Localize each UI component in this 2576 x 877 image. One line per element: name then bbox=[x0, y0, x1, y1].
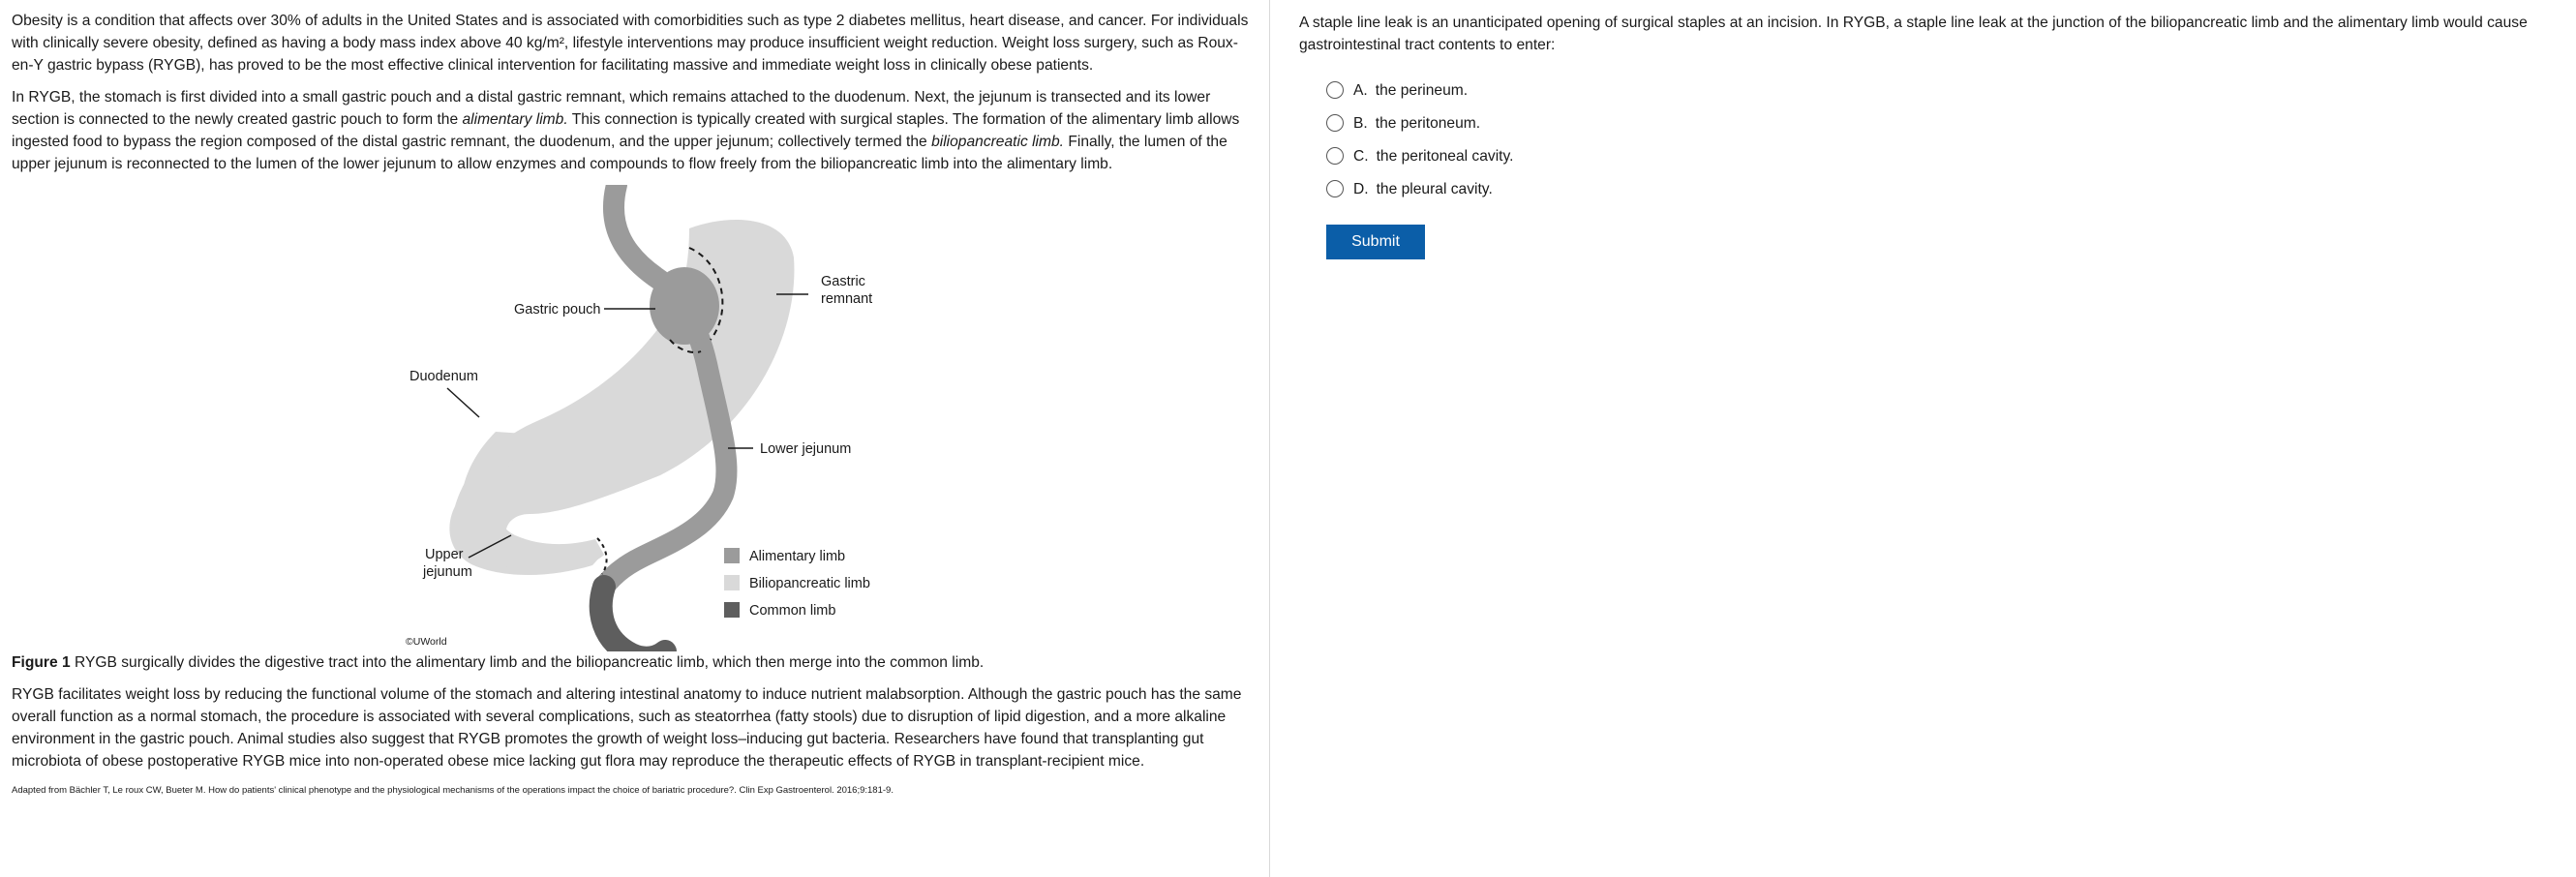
answer-choice-c[interactable] bbox=[1326, 139, 2557, 172]
figure-1 bbox=[12, 185, 1076, 651]
legend-label-alimentary: Alimentary limb bbox=[749, 549, 846, 564]
gastric-pouch-shape bbox=[650, 267, 719, 345]
common-limb-shape bbox=[601, 587, 665, 651]
passage-pane bbox=[0, 0, 1270, 877]
legend-swatch-common bbox=[724, 602, 740, 618]
legend-swatch-biliopancreatic bbox=[724, 575, 740, 590]
choice-text-b: the peritoneum. bbox=[1375, 114, 1481, 132]
radio-button-c[interactable] bbox=[1326, 147, 1344, 165]
figure-caption-label: Figure 1 bbox=[12, 654, 71, 671]
question-stem: A staple line leak is an unanticipated opening of surgical staples at an incision. In RYGB, a staple line leak at the junction of the biliopancreatic limb and the alimentary limb would cause gastrointestinal tract contents to enter: bbox=[1299, 15, 2528, 53]
choice-text-a: the perineum. bbox=[1375, 81, 1469, 99]
figure-caption bbox=[12, 651, 1254, 674]
label-gastric-pouch: Gastric pouch bbox=[514, 302, 601, 318]
question-pane bbox=[1270, 0, 2576, 877]
passage-text: Finally, the lumen of the upper jejunum is reconnected to the lumen of the lower jejunum to allow enzymes and compounds to flow freely from the biliopancreatic limb into the alimentary limb. bbox=[12, 134, 1227, 172]
gastric-remnant-shape bbox=[449, 220, 794, 575]
submit-button[interactable]: Submit bbox=[1326, 225, 1425, 259]
passage-text: This connection is typically created with surgical staples. The formation of the alimentary limb allows ingested food to bypass the region composed of the distal gastric remnant, the duodenum, and the upper jejunum; collectively termed the bbox=[12, 111, 1240, 150]
radio-button-a[interactable] bbox=[1326, 81, 1344, 99]
label-duodenum: Duodenum bbox=[409, 369, 478, 384]
passage-paragraph-3: RYGB facilitates weight loss by reducing the functional volume of the stomach and altering intestinal anatomy to induce nutrient malabsorption. Although the gastric pouch has the same overall function as a normal stomach, the procedure is associated with several complications, such as steatorrhea (fatty stools) due to disruption of lipid digestion, and a more alkaline environment in the gastric pouch. Animal studies also suggest that RYGB promotes the growth of weight loss–inducing gut bacteria. Researchers have found that transplanting gut microbiota of obese postoperative RYGB mice into non-operated obese mice lacking gut flora may reproduce the therapeutic effects of RYGB in transplant-recipient mice. bbox=[12, 686, 1242, 770]
radio-button-b[interactable] bbox=[1326, 114, 1344, 132]
legend-label-biliopancreatic: Biliopancreatic limb bbox=[749, 576, 870, 591]
passage-paragraph-1: Obesity is a condition that affects over 30% of adults in the United States and is associated with comorbidities such as type 2 diabetes mellitus, heart disease, and cancer. For individuals with clinically severe obesity, defined as having a body mass index above 40 kg/m², lifestyle interventions may produce insufficient weight reduction. Weight loss surgery, such as Roux-en-Y gastric bypass (RYGB), has proved to be the most effective clinical intervention for facilitating massive and immediate weight loss in clinically obese patients. bbox=[12, 13, 1249, 74]
passage-text: In RYGB, the stomach is first divided into a small gastric pouch and a distal gastric remnant, which remains attached to the duodenum. Next, the jejunum is transected and its lower section is connected to the newly created gastric pouch to form the bbox=[12, 89, 1211, 128]
term-biliopancreatic-limb: biliopancreatic limb. bbox=[931, 134, 1065, 150]
choice-text-c: the peritoneal cavity. bbox=[1376, 147, 1514, 165]
choice-letter-d: D. bbox=[1353, 180, 1369, 197]
answer-choice-b[interactable] bbox=[1326, 106, 2557, 139]
passage-source-citation: Adapted from Bächler T, Le roux CW, Bueter M. How do patients' clinical phenotype and the physiological mechanisms of the operations impact the choice of bariatric procedure?. Clin Exp Gastroenterol. 2016;9:181-9. bbox=[12, 785, 894, 796]
legend-swatch-alimentary bbox=[724, 548, 740, 563]
radio-button-d[interactable] bbox=[1326, 180, 1344, 197]
term-alimentary-limb: alimentary limb. bbox=[462, 111, 568, 128]
choice-letter-b: B. bbox=[1353, 114, 1368, 132]
label-gastric-remnant-line1: Gastric bbox=[821, 274, 865, 289]
label-upper-jejunum-line2: jejunum bbox=[423, 564, 472, 580]
label-gastric-remnant-line2: remnant bbox=[821, 291, 873, 307]
choice-letter-c: C. bbox=[1353, 147, 1369, 165]
choice-letter-a: A. bbox=[1353, 81, 1368, 99]
choice-text-d: the pleural cavity. bbox=[1376, 180, 1493, 197]
leader-duodenum bbox=[447, 388, 479, 417]
legend-label-common: Common limb bbox=[749, 603, 836, 619]
passage-paragraph-2 bbox=[12, 86, 1254, 175]
rygb-diagram bbox=[12, 185, 1076, 651]
label-upper-jejunum-line1: Upper bbox=[425, 547, 464, 562]
answer-choice-a[interactable] bbox=[1326, 74, 2557, 106]
copyright-mark: ©UWorld bbox=[406, 636, 447, 648]
figure-caption-text: RYGB surgically divides the digestive tract into the alimentary limb and the biliopancreatic limb, which then merge into the common limb. bbox=[70, 654, 985, 671]
answer-choice-d[interactable] bbox=[1326, 172, 2557, 205]
label-lower-jejunum: Lower jejunum bbox=[760, 441, 852, 457]
